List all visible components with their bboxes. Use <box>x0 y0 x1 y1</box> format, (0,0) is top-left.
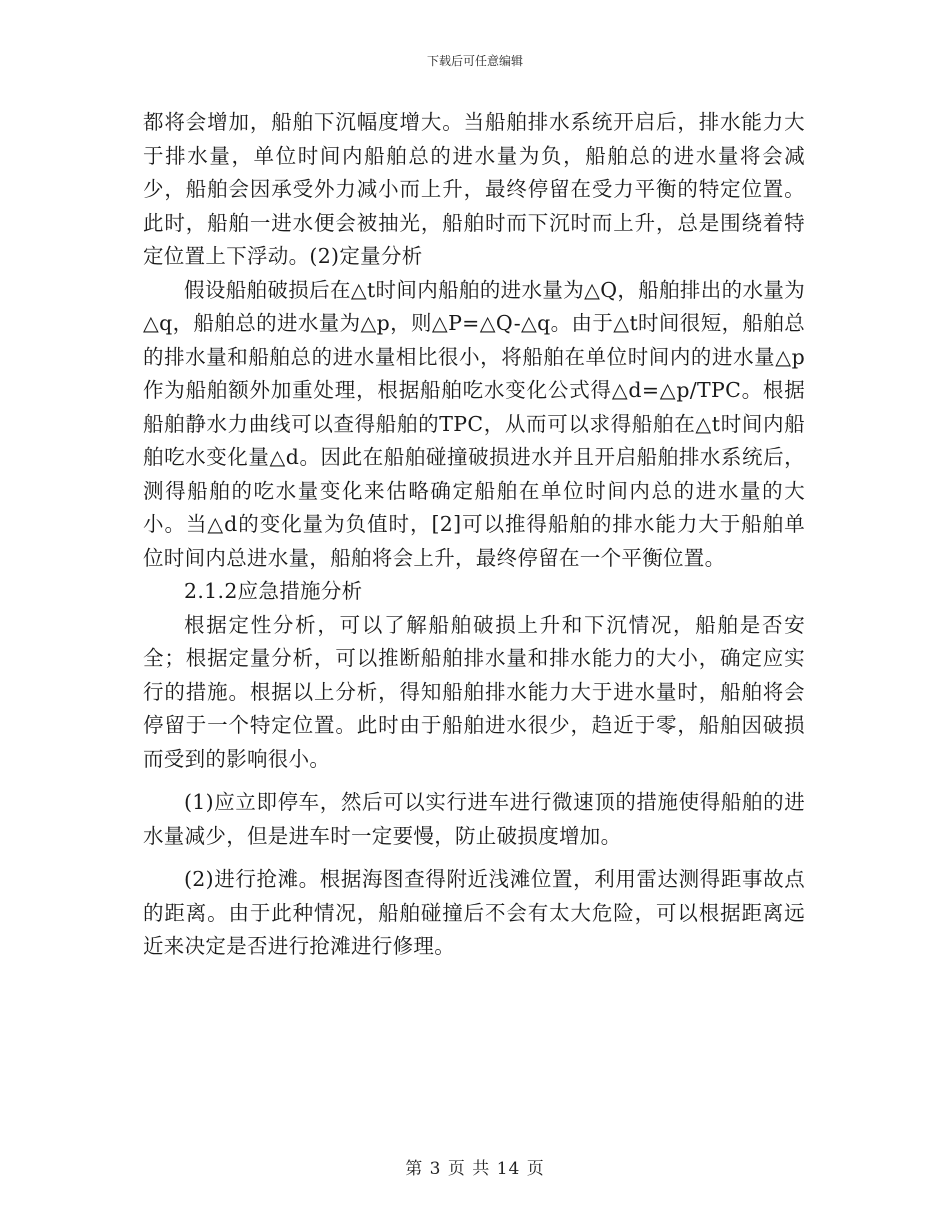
section-heading-emergency-measures: 2.1.2应急措施分析 <box>184 579 363 603</box>
paragraph-continuation: 都将会增加，船舶下沉幅度增大。当船舶排水系统开启后，排水能力大于排水量，单位时间内船舶总的进水量为负，船舶总的进水量将会减少，船舶会因承受外力减小而上升，最终停留在受力平衡的特定位置。此时，船舶一进水便会被抽光，船舶时而下沉时而上升，总是围绕着特定位置上下浮动。(2)定量分析 <box>143 110 805 268</box>
page-header-note: 下载后可任意编辑 <box>426 54 523 68</box>
paragraph-measure-2: (2)进行抢滩。根据海图查得附近浅滩位置，利用雷达测得距事故点的距离。由于此种情况，船舶碰撞后不会有太大危险，可以根据距离远近来决定是否进行抢滩进行修理。 <box>143 867 805 958</box>
paragraph-measure-1: (1)应立即停车，然后可以实行进车进行微速顶的措施使得船舶的进水量减少，但是进车时一定要慢，防止破损度增加。 <box>143 790 805 848</box>
paragraph-measures-analysis: 根据定性分析，可以了解船舶破损上升和下沉情况，船舶是否安全；根据定量分析，可以推断船舶排水量和排水能力的大小，确定应实行的措施。根据以上分析，得知船舶排水能力大于进水量时，船舶将会停留于一个特定位置。此时由于船舶进水很少，趋近于零，船舶因破损而受到的影响很小。 <box>143 612 805 771</box>
paragraph-quantitative-analysis: 假设船舶破损后在△t时间内船舶的进水量为△Q，船舶排出的水量为△q，船舶总的进水量为△p，则△P=△Q-△q。由于△t时间很短，船舶总的排水量和船舶总的进水量相比很小，将船舶在单位时间内的进水量△p作为船舶额外加重处理，根据船舶吃水变化公式得△d=△p/TPC。根据船舶静水力曲线可以查得船舶的TPC，从而可以求得船舶在△t时间内船舶吃水变化量△d。因此在船舶碰撞破损进水并且开启船舶排水系统后，测得船舶的吃水量变化来估略确定船舶在单位时间内总的进水量的大小。当△d的变化量为负值时，[2]可以推得船舶的排水能力大于船舶单位时间内总进水量，船舶将会上升，最终停留在一个平衡位置。 <box>143 277 805 570</box>
page-number: 第 3 页 共 14 页 <box>405 1159 545 1179</box>
document-body <box>143 106 805 964</box>
